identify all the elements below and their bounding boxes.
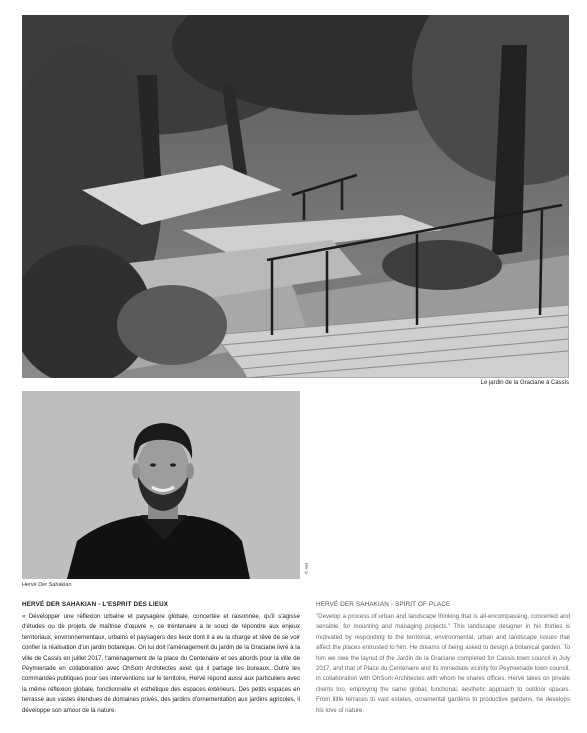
portrait-caption: Hervé Der Sahakian <box>22 582 72 588</box>
article-french-heading: HERVÉ DER SAHAKIAN - L'ESPRIT DES LIEUX <box>22 601 169 608</box>
article-french <box>22 601 300 716</box>
portrait-illustration <box>22 391 300 579</box>
garden-photo <box>22 15 569 378</box>
garden-illustration <box>22 15 569 378</box>
article-english-heading: HERVÉ DER SAHAKIAN - SPIRIT OF PLACE <box>316 601 451 608</box>
article-english-body: "Develop a process of urban and landscape thinking that is all-encompassing, concerted and sensible, for mounting and managing projects." This landscape designer in his thirties is motivated by responding to the territorial, environmental, urban and landscape issues that affect the places entrusted to him. He dreams of being asked to design a botanical garden. To him we owe the layout of the Jardin de la Graciane completed for Cassis town council in July 2017, and that of Place du Centenaire and its immediate vicinity for Peymeinade town council, in collaboration with OhSom Architectes with whom he shares offices. Hervé takes on private clients too, employing the same global, functional, aesthetic approach to outdoor spaces. From little terraces to vast estates, ornamental gardens to productive gardens, he develops his love of nature. <box>316 613 570 714</box>
portrait-photo <box>22 391 300 579</box>
article-english <box>316 601 570 716</box>
top-photo-caption: Le jardin de la Graciane à Cassis <box>480 380 569 386</box>
article-french-body: « Développer une réflexion urbaine et paysagère globale, concertée et raisonnée, qu'il s'agisse d'études ou de projets de maîtrise d'œuvre », ce trentenaire a le souci de répondre aux enjeux territoriaux, environnementaux, urbains et paysagers des lieux dont il a eu la charge et rêve de se voir confier la réalisation d'un jardin botanique. On lui doit l'aménagement du jardin de la Graciane livré à la ville de Cassis en juillet 2017, l'aménagement de la place du Centenaire et ses abords pour la ville de Peymeinade en collaboration avec OhSom Architectes avec qui il partage les bureaux. Outre les commandes publiques pour ses interventions sur le territoire, Hervé répond aussi aux particuliers avec la même réflexion globale, fonctionnelle et esthétique des espaces extérieurs. Des petits espaces en terrasse aux vastes étendues de domaines privés, des jardins d'ornementation aux jardins agricoles, il développe son amour de la nature. <box>22 613 300 714</box>
photo-credit: © AM <box>304 562 309 574</box>
